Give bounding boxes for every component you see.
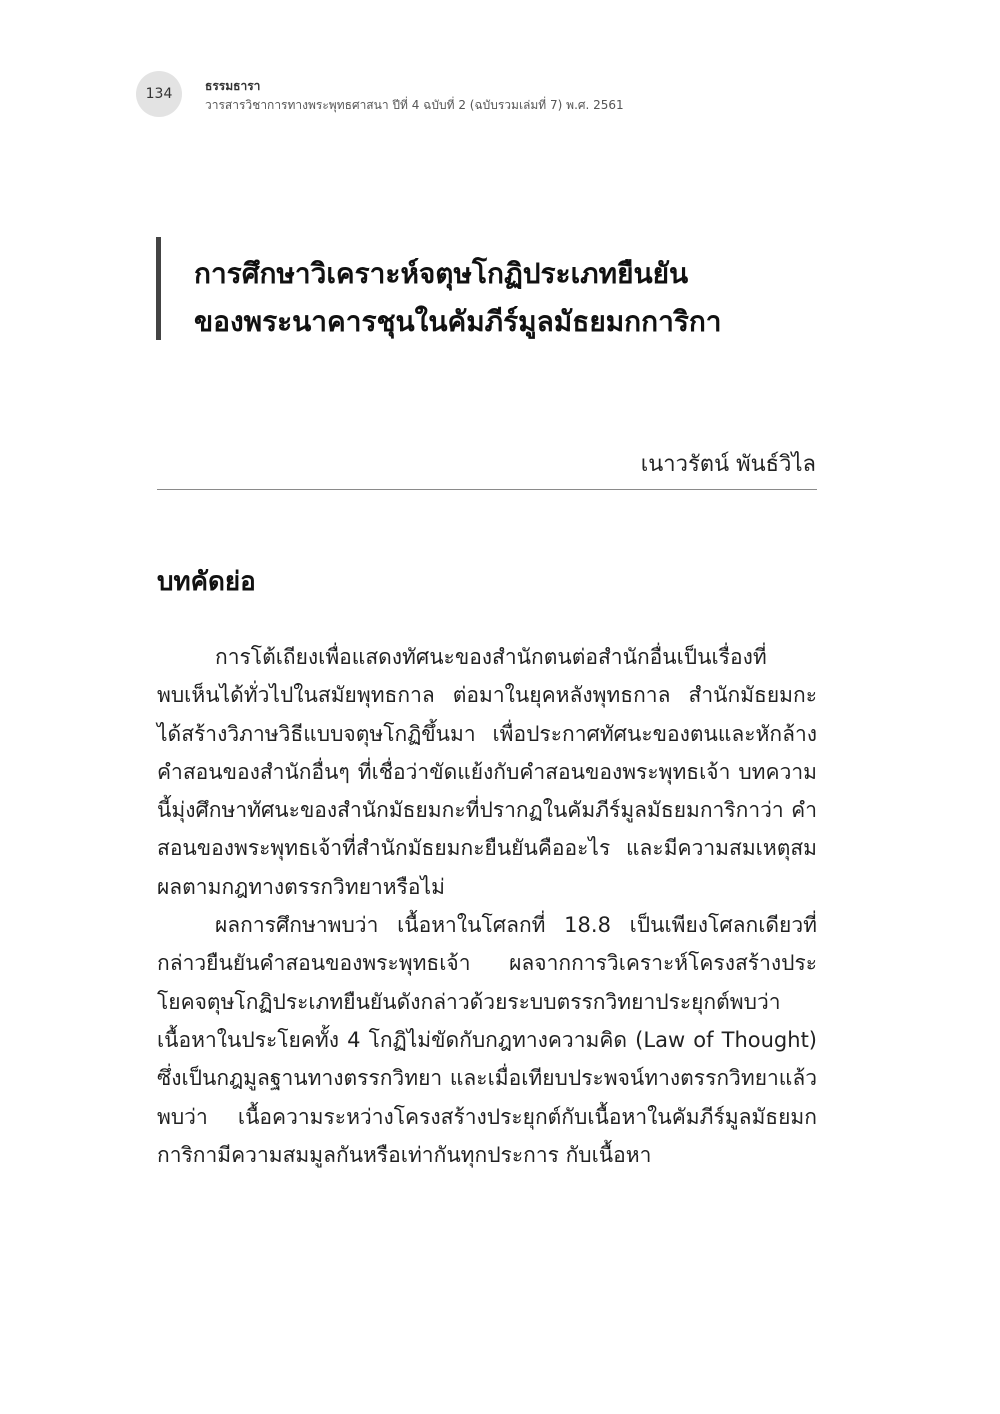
- divider-rule: [157, 489, 817, 490]
- page-number: 134: [136, 71, 182, 117]
- article-title: [194, 250, 854, 346]
- abstract-paragraph: การโต้เถียงเพื่อแสดงทัศนะของสำนักตนต่อสำนักอื่นเป็นเรื่องที่พบเห็นได้ทั่วไปในสมัยพุทธกาล ต่อมาในยุคหลังพุทธกาล สำนักมัธยมกะได้สร้างวิภาษวิธีแบบจตุษโกฏิขึ้นมา เพื่อประกาศทัศนะของตนและหักล้างคำสอนของสำนักอื่นๆ ที่เชื่อว่าขัดแย้งกับคำสอนของพระพุทธเจ้า บทความนี้มุ่งศึกษาทัศนะของสำนักมัธยมกะที่ปรากฏในคัมภีร์มูลมัธยมการิกาว่า คำสอนของพระพุทธเจ้าที่สำนักมัธยมกะยืนยันคืออะไร และมีความสมเหตุสมผลตามกฎทางตรรกวิทยาหรือไม่: [157, 645, 817, 899]
- title-line-2: ของพระนาคารชุนในคัมภีร์มูลมัธยมกการิกา: [194, 305, 722, 338]
- author-name: เนาวรัตน์ พันธ์วิไล: [640, 452, 816, 477]
- abstract-heading: บทคัดย่อ: [157, 567, 256, 597]
- journal-name: ธรรมธารา: [205, 79, 261, 93]
- abstract-body: [157, 638, 817, 1174]
- title-accent-bar: [156, 237, 161, 340]
- abstract-paragraph: ผลการศึกษาพบว่า เนื้อหาในโศลกที่ 18.8 เป็นเพียงโศลกเดียวที่กล่าวยืนยันคำสอนของพระพุทธเจ้า ผลจากการวิเคราะห์โครงสร้างประโยคจตุษโกฏิประเภทยืนยันดังกล่าวด้วยระบบตรรกวิทยาประยุกต์พบว่า เนื้อหาในประโยคทั้ง 4 โกฏิไม่ขัดกับกฎทางความคิด (Law of Thought) ซึ่งเป็นกฎมูลฐานทางตรรกวิทยา และเมื่อเทียบประพจน์ทางตรรกวิทยาแล้วพบว่า เนื้อความระหว่างโครงสร้างประยุกต์กับเนื้อหาในคัมภีร์มูลมัธยมกการิกามีความสมมูลกันหรือเท่ากันทุกประการ กับเนื้อหา: [157, 913, 817, 1167]
- journal-info: วารสารวิชาการทางพระพุทธศาสนา ปีที่ 4 ฉบับที่ 2 (ฉบับรวมเล่มที่ 7) พ.ศ. 2561: [205, 98, 624, 112]
- title-line-1: การศึกษาวิเคราะห์จตุษโกฏิประเภทยืนยัน: [194, 257, 689, 290]
